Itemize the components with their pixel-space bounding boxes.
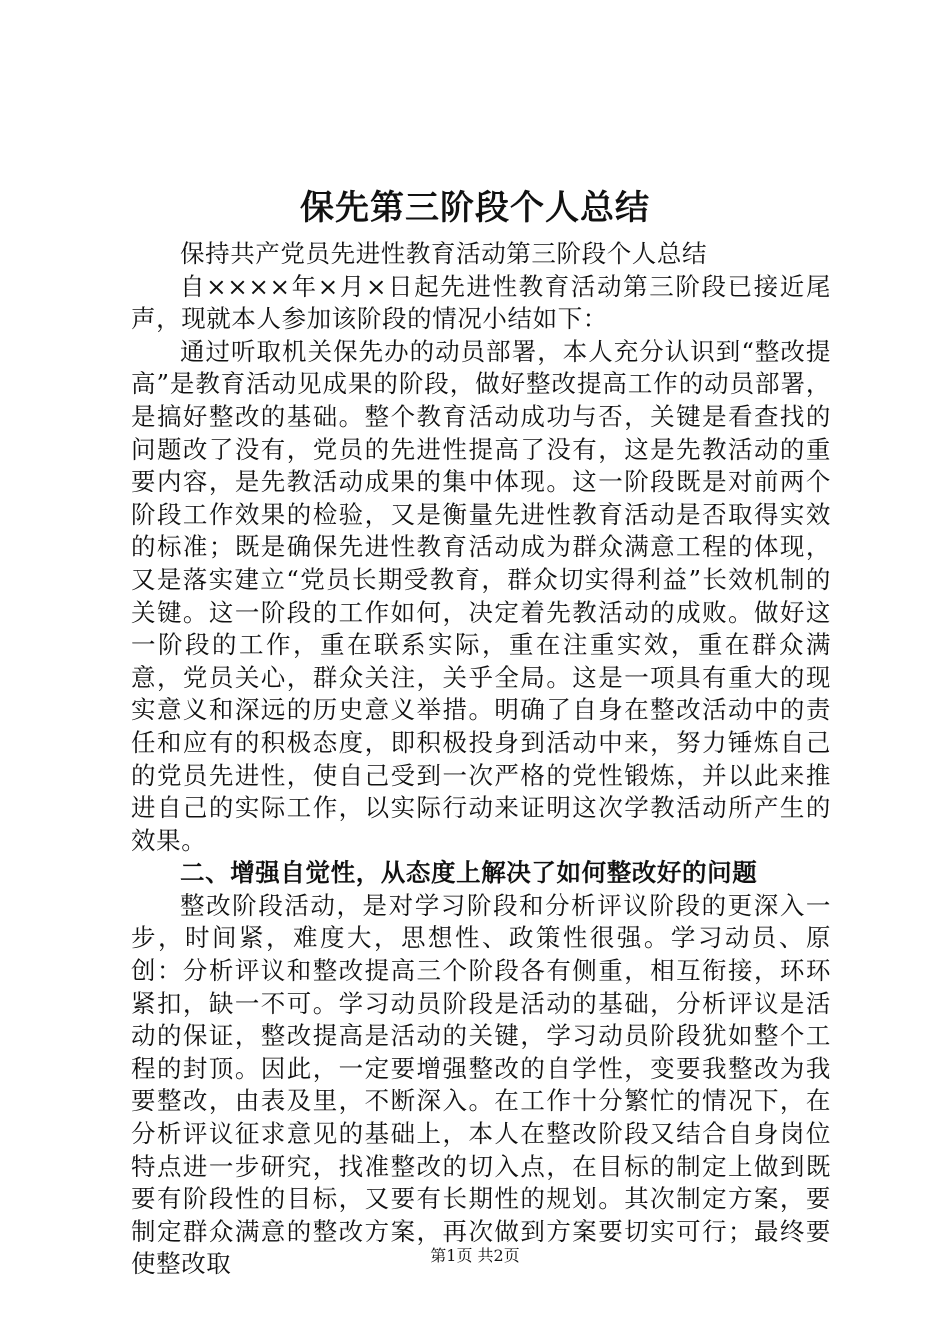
- page-number-footer: 第1页 共2页: [430, 1246, 520, 1265]
- document-title: 保先第三阶段个人总结: [300, 188, 650, 228]
- paragraph-subtitle: 保持共产党员先进性教育活动第三阶段个人总结: [180, 239, 708, 268]
- paragraph-intro: 自××××年×月×日起先进性教育活动第三阶段已接近尾声，现就本人参加该阶段的情况小结如下：: [131, 271, 831, 334]
- section-heading-two: 二、增强自觉性，从态度上解决了如何整改好的问题: [180, 858, 758, 888]
- paragraph-section-two: 整改阶段活动，是对学习阶段和分析评议阶段的更深入一步，时间紧，难度大，思想性、政策性很强。学习动员、原创：分析评议和整改提高三个阶段各有侧重，相互衔接，环环紧扣，缺一不可。学习动员阶段是活动的基础，分析评议是活动的保证，整改提高是活动的关键，学习动员阶段犹如整个工程的封顶。因此，一定要增强整改的自学性，变要我整改为我要整改，由表及里，不断深入。在工作十分繁忙的情况下，在分析评议征求意见的基础上，本人在整改阶段又结合自身岗位特点进一步研究，找准整改的切入点，在目标的制定上做到既要有阶段性的目标，又要有长期性的规划。其次制定方案，要制定群众满意的整改方案，再次做到方案要切实可行；最终要使整改取: [131, 890, 831, 1279]
- paragraph-section-one: 通过听取机关保先办的动员部署，本人充分认识到“整改提高”是教育活动见成果的阶段，做好整改提高工作的动员部署，是搞好整改的基础。整个教育活动成功与否，关键是看查找的问题改了没有，党员的先进性提高了没有，这是先教活动的重要内容，是先教活动成果的集中体现。这一阶段既是对前两个阶段工作效果的检验，又是衡量先进性教育活动是否取得实效的标准；既是确保先进性教育活动成为群众满意工程的体现，又是落实建立“党员长期受教育，群众切实得利益”长效机制的关键。这一阶段的工作如何，决定着先教活动的成败。做好这一阶段的工作，重在联系实际，重在注重实效，重在群众满意，党员关心，群众关注，关乎全局。这是一项具有重大的现实意义和深远的历史意义举措。明确了自身在整改活动中的责任和应有的积极态度，即积极投身到活动中来，努力锤炼自己的党员先进性，使自己受到一次严格的党性锻炼，并以此来推进自己的实际工作，以实际行动来证明这次学教活动所产生的效果。: [131, 336, 831, 855]
- document-body: [131, 238, 831, 1281]
